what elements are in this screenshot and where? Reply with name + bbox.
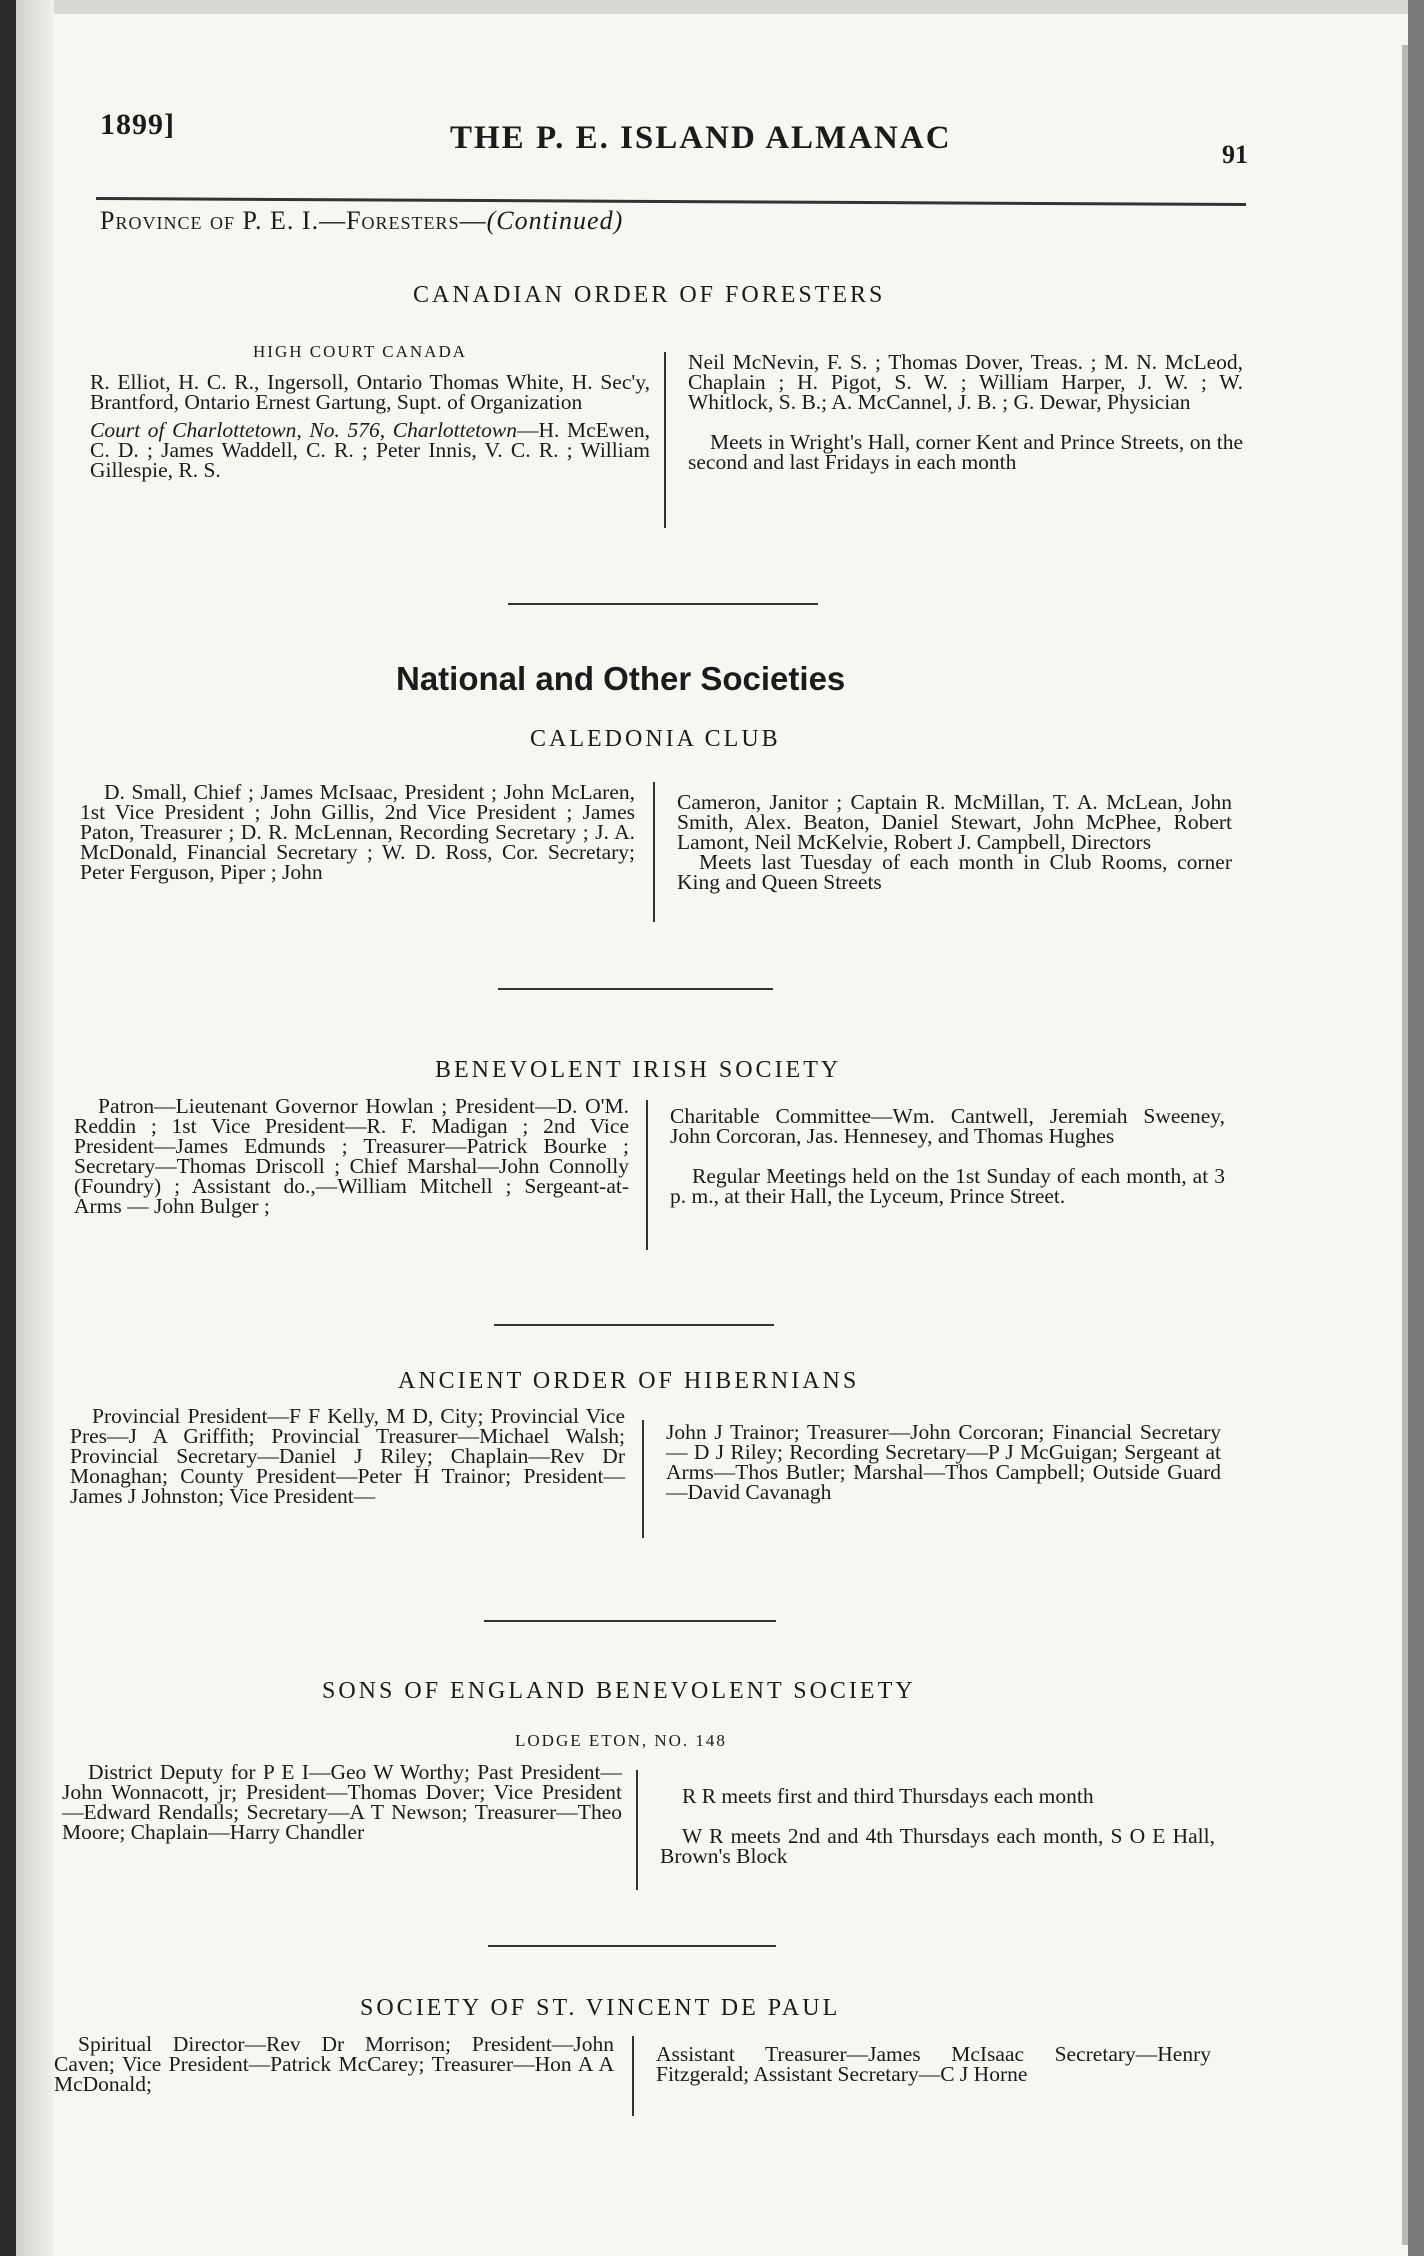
section-title-caledonia: CALEDONIA CLUB (530, 726, 781, 752)
hibernians-officers-cont: John J Trainor; Treasurer—John Corcoran; Financial Secretary — D J Riley; Recording Secretary—P J McGuigan; Sergeant at Arms—Thos Butler; Marshal—Thos Campbell; Outside Guard—David Cavanagh (666, 1420, 1221, 1504)
running-head-year: 1899] (100, 108, 175, 141)
irish-left-column (74, 1096, 629, 1216)
scan-left-edge (0, 0, 16, 2256)
national-societies-heading: National and Other Societies (396, 660, 846, 697)
foresters-right-column (688, 352, 1243, 472)
section-title-canadian-foresters: CANADIAN ORDER OF FORESTERS (413, 282, 886, 308)
sons-right-column (660, 1786, 1215, 1866)
page-number: 91 (1222, 140, 1248, 169)
section-separator (494, 1324, 774, 1326)
caledonia-meeting: Meets last Tuesday of each month in Club Rooms, corner King and Queen Streets (677, 850, 1232, 894)
caledonia-directors: Cameron, Janitor ; Captain R. McMillan, T. A. McLean, John Smith, Alex. Beaton, Daniel Stewart, John McPhee, Robert Lamont, Neil McKelvie, Robert J. Campbell, Directors (677, 790, 1232, 854)
court-officers: —H. McEwen, C. D. ; James Waddell, C. R. ; Peter Innis, V. C. R. ; William Gillespie, R. S. (90, 418, 651, 482)
section-title-st-vincent: SOCIETY OF ST. VINCENT DE PAUL (360, 1995, 841, 2021)
column-divider (632, 2036, 634, 2116)
continued-heading (100, 206, 623, 236)
vincent-right-column (656, 2044, 1211, 2084)
foresters-left-column (90, 372, 650, 480)
column-divider (653, 782, 655, 922)
section-title-sons-of-england: SONS OF ENGLAND BENEVOLENT SOCIETY (322, 1678, 916, 1704)
subhead-lodge-eton: LODGE ETON, NO. 148 (515, 1731, 727, 1750)
hibernians-right-column (666, 1422, 1221, 1502)
section-separator (498, 988, 773, 990)
page-binding-shadow (16, 0, 54, 2256)
scan-top-edge (0, 0, 1424, 14)
vincent-officers: Spiritual Director—Rev Dr Morrison; President—John Caven; Vice President—Patrick McCarey; Treasurer—Hon A A McDonald; (54, 2032, 614, 2096)
court-name: Court of Charlottetown, No. 576, Charlottetown (90, 418, 517, 442)
section-separator (488, 1945, 776, 1947)
section-title-hibernians: ANCIENT ORDER OF HIBERNIANS (398, 1368, 860, 1394)
caledonia-right-column (677, 792, 1232, 892)
running-head-title: THE P. E. ISLAND ALMANAC (450, 120, 952, 156)
hibernians-officers: Provincial President—F F Kelly, M D, City; Provincial Vice Pres—J A Griffith; Provincial Treasurer—Michael Walsh; Provincial Secretary—Daniel J Riley; Chaplain—Rev Dr Monaghan; County President—Peter H Trainor; President—James J Johnston; Vice President— (70, 1404, 625, 1508)
hibernians-left-column (70, 1406, 625, 1506)
scan-right-edge (1408, 0, 1424, 2256)
foresters-officers-text: R. Elliot, H. C. R., Ingersoll, Ontario Thomas White, H. Sec'y, Brantford, Ontario Ernest Gartung, Supt. of Organization (90, 370, 650, 414)
sons-wr-meeting: W R meets 2nd and 4th Thursdays each month, S O E Hall, Brown's Block (660, 1824, 1215, 1868)
foresters-officers-cont: Neil McNevin, F. S. ; Thomas Dover, Treas. ; M. N. McLeod, Chaplain ; H. Pigot, S. W. ; William Harper, J. W. ; W. Whitlock, S. B.; A. McCannel, J. B. ; G. Dewar, Physician (688, 350, 1243, 414)
irish-right-column (670, 1106, 1225, 1206)
column-divider (646, 1100, 648, 1250)
subhead-high-court: HIGH COURT CANADA (253, 342, 468, 361)
section-title-irish: BENEVOLENT IRISH SOCIETY (435, 1057, 842, 1083)
vincent-left-column (54, 2034, 614, 2094)
page-right-border (1402, 45, 1408, 2245)
caledonia-officers: D. Small, Chief ; James McIsaac, President ; John McLaren, 1st Vice President ; John Gillis, 2nd Vice President ; James Paton, Treasurer ; D. R. McLennan, Recording Secretary ; J. A. McDonald, Financial Secretary ; W. D. Ross, Cor. Secretary; Peter Ferguson, Piper ; John (80, 780, 635, 884)
column-divider (664, 352, 666, 528)
caledonia-left-column (80, 782, 635, 882)
foresters-meeting-text: Meets in Wright's Hall, corner Kent and Prince Streets, on the second and last Fridays in each month (688, 430, 1243, 474)
irish-meeting: Regular Meetings held on the 1st Sunday of each month, at 3 p. m., at their Hall, the Lyceum, Prince Street. (670, 1164, 1225, 1208)
section-separator (484, 1620, 776, 1622)
column-divider (636, 1770, 638, 1890)
vincent-officers-cont: Assistant Treasurer—James McIsaac Secretary—Henry Fitzgerald; Assistant Secretary—C J Horne (656, 2042, 1211, 2086)
header-rule (96, 197, 1246, 206)
section-separator (508, 603, 818, 605)
irish-officers: Patron—Lieutenant Governor Howlan ; President—D. O'M. Reddin ; 1st Vice President—R. F. Madigan ; 2nd Vice President—James Edmunds ; Treasurer—Patrick Bourke ; Secretary—Thomas Driscoll ; Chief Marshal—John Connolly (Foundry) ; Assistant do.,—William Mitchell ; Sergeant-at-Arms — John Bulger ; (74, 1094, 629, 1218)
irish-committee: Charitable Committee—Wm. Cantwell, Jeremiah Sweeney, John Corcoran, Jas. Hennesey, and Thomas Hughes (670, 1104, 1225, 1148)
sons-rr-meeting: R R meets first and third Thursdays each month (682, 1784, 1094, 1808)
sons-officers: District Deputy for P E I—Geo W Worthy; Past President—John Wonnacott, jr; President—Thomas Dover; Vice President—Edward Rendalls; Secretary—A T Newson; Treasurer—Theo Moore; Chaplain—Harry Chandler (62, 1760, 622, 1844)
continued-prefix: Province of P. E. I.—Foresters— (100, 206, 487, 235)
continued-italic: (Continued) (486, 206, 624, 235)
column-divider (642, 1420, 644, 1538)
sons-left-column (62, 1762, 622, 1842)
foresters-court-text (90, 420, 650, 480)
